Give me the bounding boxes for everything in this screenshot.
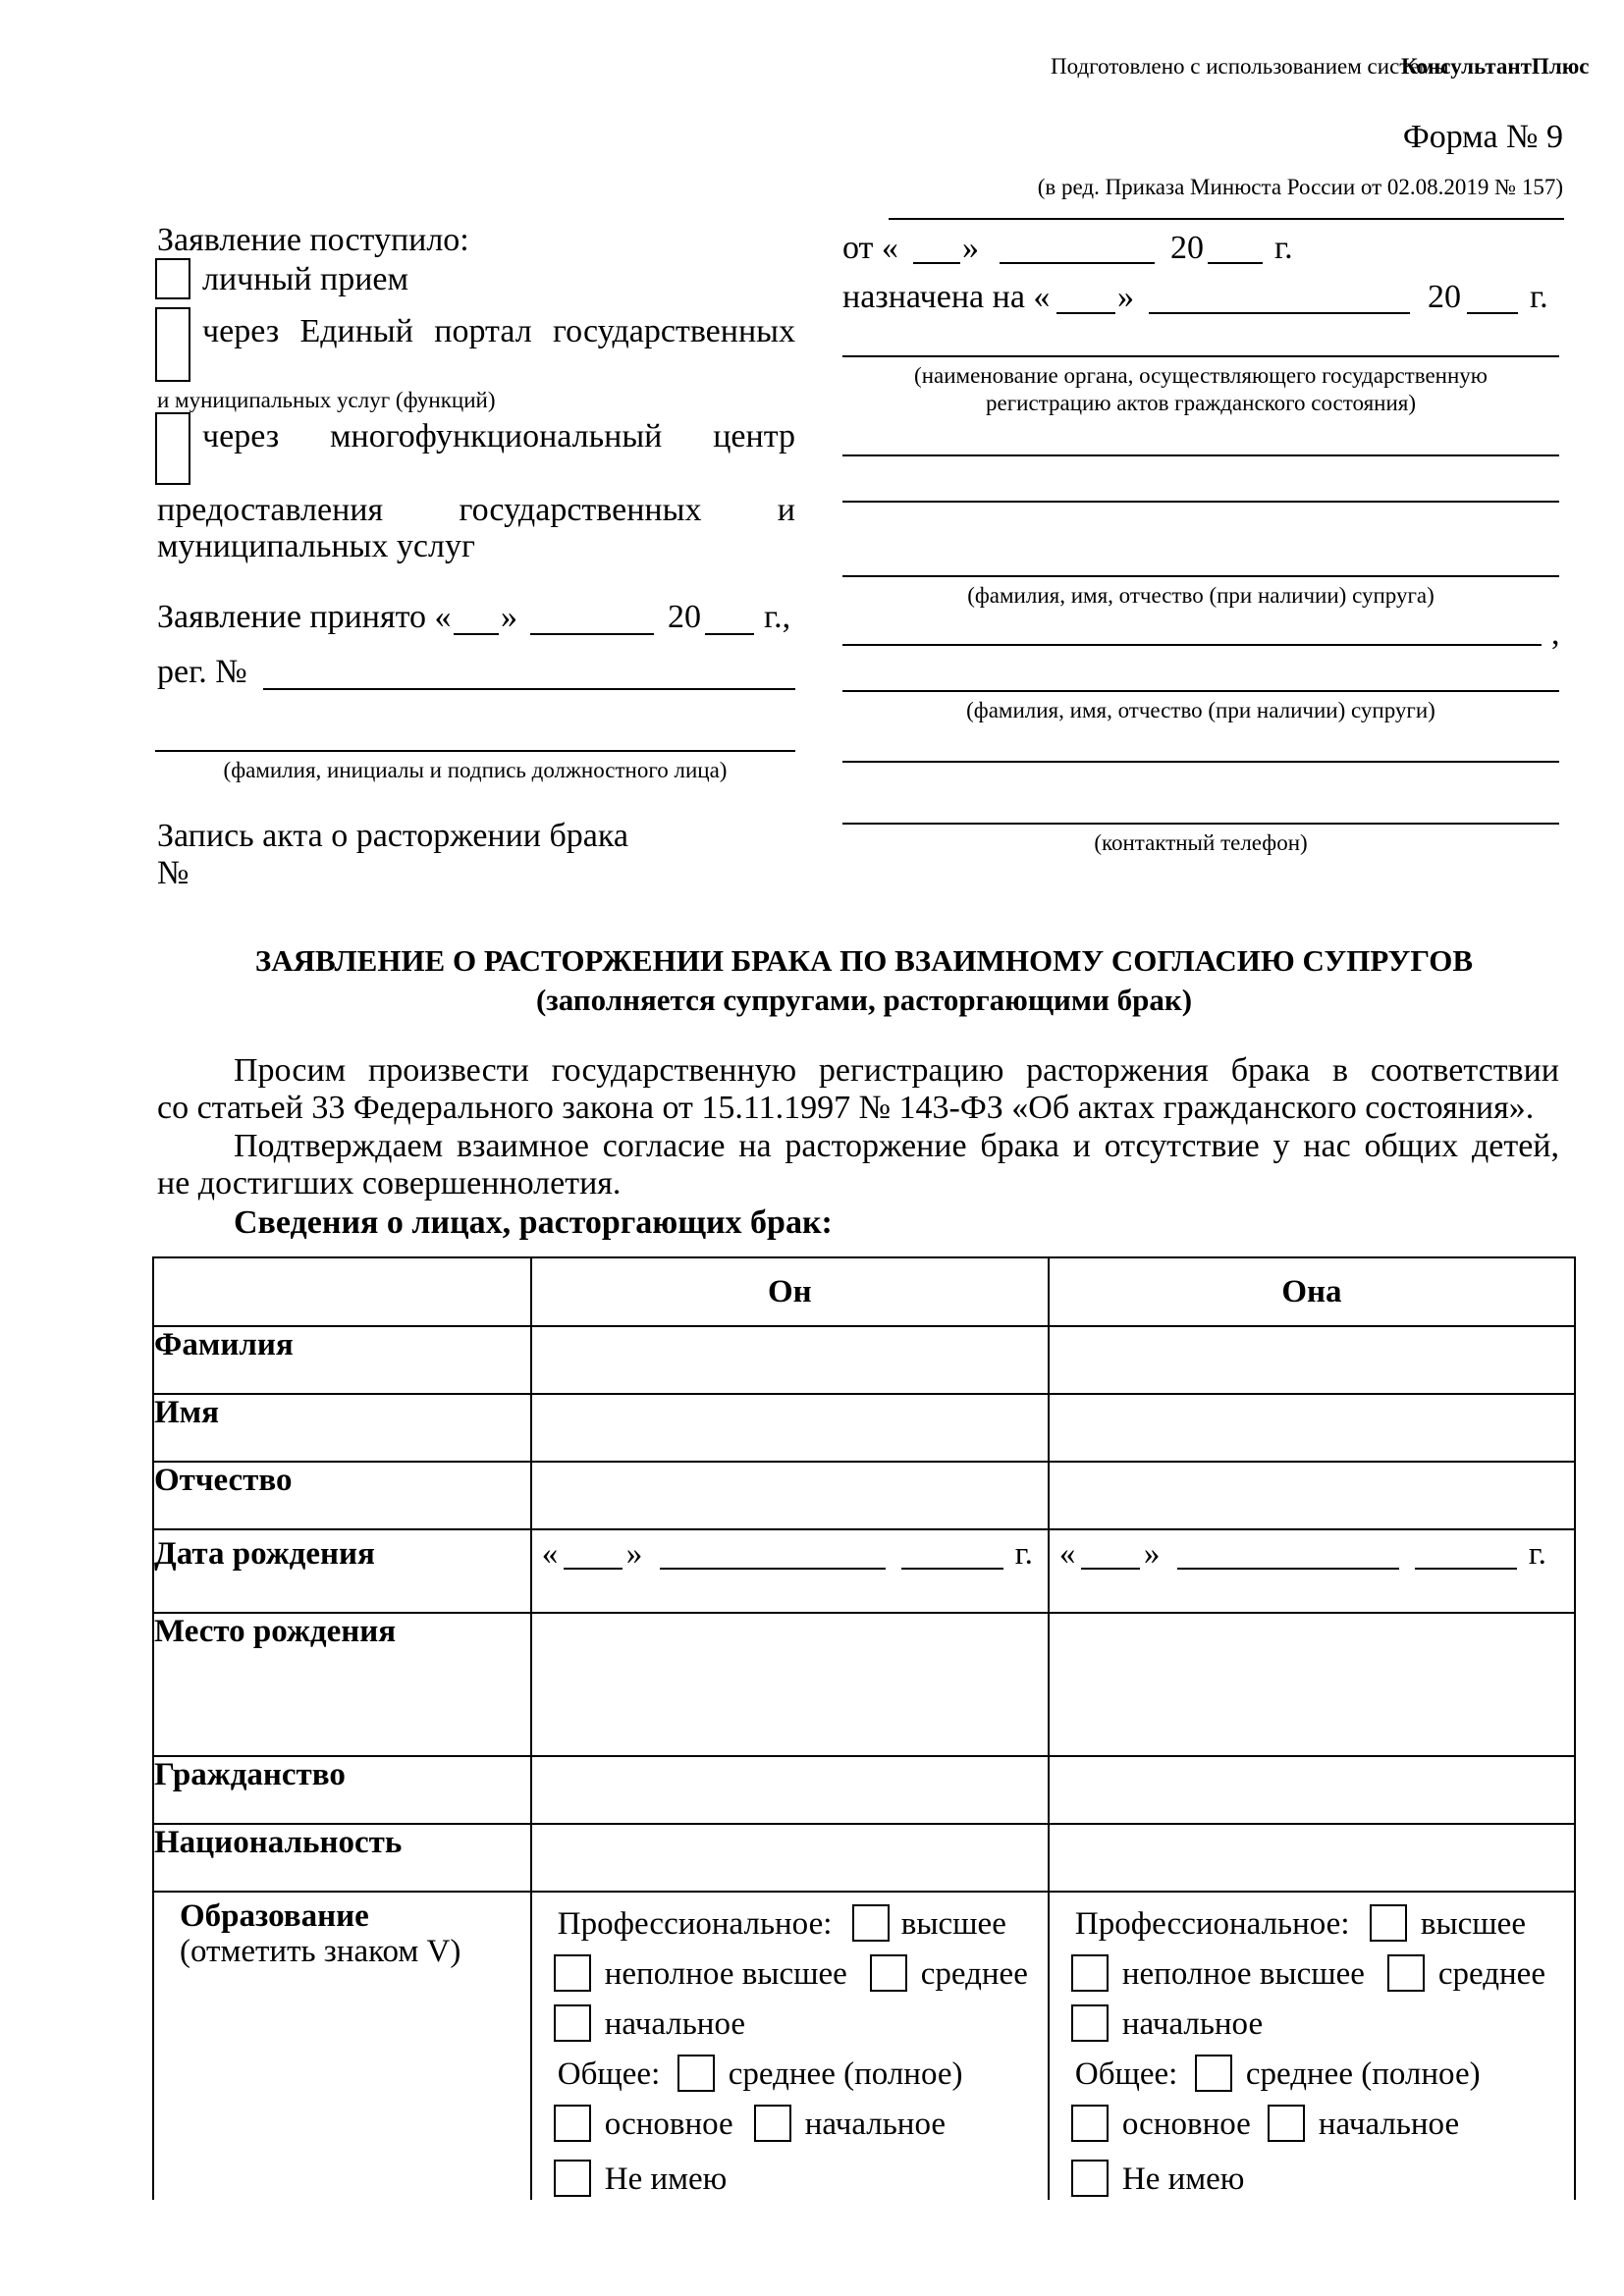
she-year-suffix: г. <box>1528 1536 1546 1572</box>
from-quote-close: » <box>962 230 979 266</box>
she-edu-none-checkbox[interactable] <box>1071 2160 1109 2197</box>
row-label-citizenship: Гражданство <box>153 1756 531 1824</box>
she-edu-primary-label: начальное <box>1121 2006 1264 2042</box>
column-he: Он <box>531 1257 1049 1326</box>
assigned-quote-close: » <box>1117 279 1134 315</box>
she-date-quote-open: « <box>1058 1536 1076 1572</box>
document-subtitle: (заполняется супругами, расторгающими брак) <box>535 983 1193 1017</box>
assigned-label: назначена на « <box>842 279 1051 315</box>
she-edu-primary-checkbox[interactable] <box>1071 2004 1109 2042</box>
received-title: Заявление поступило: <box>157 222 469 258</box>
wife-line[interactable] <box>842 690 1559 692</box>
option-portal-line2: и муниципальных услуг (функций) <box>157 388 496 412</box>
she-month-line[interactable] <box>1177 1568 1399 1570</box>
husband-caption: (фамилия, имя, отчество (при наличии) супруга) <box>967 583 1435 608</box>
she-edu-none-label: Не имею <box>1121 2162 1245 2197</box>
he-edu-secondary-label: среднее <box>920 1956 1028 1992</box>
she-edu-incomplete-higher-label: неполное высшее <box>1121 1956 1365 1992</box>
he-patronymic-cell[interactable] <box>531 1462 1049 1529</box>
he-name-cell[interactable] <box>531 1394 1049 1462</box>
she-edu-basic-primary-checkbox[interactable] <box>1268 2105 1305 2142</box>
she-name-cell[interactable] <box>1049 1394 1575 1462</box>
he-date-quote-open: « <box>541 1536 559 1572</box>
he-edu-professional-label: Профессиональное: <box>557 1906 833 1942</box>
option-portal-line1: через Единый портал государственных <box>202 313 795 349</box>
reg-number-label: рег. № <box>157 654 247 690</box>
he-edu-primary-label: начальное <box>604 2006 745 2042</box>
wife-caption: (фамилия, имя, отчество (при наличии) супруги) <box>966 698 1435 722</box>
from-year-line[interactable] <box>1208 262 1263 264</box>
from-century: 20 <box>1170 230 1204 266</box>
education-note: (отметить знаком V) <box>180 1934 461 1969</box>
phone-line[interactable] <box>842 823 1559 825</box>
she-patronymic-cell[interactable] <box>1049 1462 1575 1529</box>
option-personal: личный прием <box>202 261 408 297</box>
persons-table <box>152 1256 1576 2200</box>
she-edu-basic-checkbox[interactable] <box>1071 2105 1109 2142</box>
she-education-cell <box>1049 1892 1575 2200</box>
from-year-suffix: г. <box>1274 230 1293 266</box>
official-caption: (фамилия, инициалы и подпись должностного лица) <box>223 758 728 782</box>
she-date-quote-close: » <box>1143 1536 1161 1572</box>
he-edu-none-checkbox[interactable] <box>554 2160 591 2197</box>
section-heading: Сведения о лицах, расторгающих брак: <box>234 1204 833 1241</box>
he-edu-primary-checkbox[interactable] <box>554 2004 591 2042</box>
record-number-label: № <box>157 855 189 891</box>
assigned-month-line[interactable] <box>1149 312 1410 314</box>
accepted-year-suffix: г., <box>764 599 791 635</box>
edition-note: (в ред. Приказа Минюста России от 02.08.2019 № 157) <box>1037 175 1563 199</box>
she-edu-basic-label: основное <box>1121 2107 1251 2142</box>
he-edu-secondary-full-checkbox[interactable] <box>677 2055 715 2092</box>
consent-paragraph-line2: не достигших совершеннолетия. <box>157 1165 622 1201</box>
she-edu-secondary-checkbox[interactable] <box>1387 1954 1425 1992</box>
husband-line-1[interactable] <box>842 454 1559 456</box>
husband-line-2[interactable] <box>842 501 1559 503</box>
she-edu-higher-checkbox[interactable] <box>1370 1904 1407 1942</box>
accepted-quote-close: » <box>501 599 517 635</box>
option-mfc-line1: через многофункциональный центр <box>202 418 795 454</box>
she-year-line[interactable] <box>1415 1568 1517 1570</box>
checkbox-portal[interactable] <box>155 307 190 382</box>
she-citizenship-cell[interactable] <box>1049 1756 1575 1824</box>
checkbox-mfc[interactable] <box>155 412 190 485</box>
row-label-education-cell <box>153 1892 531 2200</box>
phone-caption: (контактный телефон) <box>1094 830 1308 855</box>
accepted-year-line[interactable] <box>705 633 754 635</box>
he-edu-basic-primary-label: начальное <box>804 2107 946 2142</box>
authority-caption-line2: регистрацию актов гражданского состояния) <box>986 391 1416 415</box>
checkbox-personal[interactable] <box>155 258 190 299</box>
row-label-surname: Фамилия <box>153 1326 531 1394</box>
he-edu-secondary-checkbox[interactable] <box>870 1954 907 1992</box>
row-label-birth-place: Место рождения <box>153 1613 531 1756</box>
he-date-quote-close: » <box>625 1536 643 1572</box>
he-edu-incomplete-higher-checkbox[interactable] <box>554 1954 591 1992</box>
she-nationality-cell[interactable] <box>1049 1824 1575 1892</box>
from-label: от « <box>842 230 898 266</box>
request-paragraph-line2: со статьей 33 Федерального закона от 15.11.1997 № 143-ФЗ «Об актах гражданского состояния». <box>157 1090 1535 1126</box>
row-label-patronymic: Отчество <box>153 1462 531 1529</box>
row-label-birth-date: Дата рождения <box>153 1529 531 1613</box>
she-edu-secondary-full-label: среднее (полное) <box>1245 2056 1481 2092</box>
consent-paragraph-line1: Подтверждаем взаимное согласие на расторжение брака и отсутствие у нас общих детей, <box>234 1128 1559 1164</box>
he-year-suffix: г. <box>1014 1536 1033 1572</box>
he-edu-basic-checkbox[interactable] <box>554 2105 591 2142</box>
he-nationality-cell[interactable] <box>531 1824 1049 1892</box>
from-day-line[interactable] <box>913 262 960 264</box>
he-edu-secondary-full-label: среднее (полное) <box>728 2056 963 2092</box>
she-day-line[interactable] <box>1081 1568 1140 1570</box>
she-edu-secondary-label: среднее <box>1437 1956 1545 1992</box>
assigned-day-line[interactable] <box>1056 312 1115 314</box>
he-edu-basic-primary-checkbox[interactable] <box>754 2105 791 2142</box>
accepted-month-line[interactable] <box>530 633 654 635</box>
authority-caption-line1: (наименование органа, осуществляющего государственную <box>914 363 1488 388</box>
she-birth-date-cell[interactable] <box>1049 1529 1575 1613</box>
he-edu-incomplete-higher-label: неполное высшее <box>604 1956 847 1992</box>
assigned-century: 20 <box>1428 279 1461 315</box>
she-edu-general-label: Общее: <box>1074 2056 1178 2092</box>
prepared-note: Подготовлено с использованием системы <box>1051 54 1449 79</box>
option-mfc-line3: муниципальных услуг <box>157 528 475 564</box>
he-edu-higher-label: высшее <box>900 1906 1006 1942</box>
she-edu-professional-label: Профессиональное: <box>1074 1906 1350 1942</box>
husband-line-3[interactable] <box>842 575 1559 577</box>
address-comma: , <box>1551 615 1560 652</box>
prepared-brand: КонсультантПлюс <box>1401 54 1590 79</box>
row-label-education: Образование <box>180 1898 369 1934</box>
he-birth-date-cell[interactable] <box>531 1529 1049 1613</box>
accepted-day-line[interactable] <box>454 633 499 635</box>
column-she: Она <box>1049 1257 1575 1326</box>
she-edu-incomplete-higher-checkbox[interactable] <box>1071 1954 1109 1992</box>
reg-number-line[interactable] <box>263 688 795 690</box>
he-surname-cell[interactable] <box>531 1326 1049 1394</box>
he-citizenship-cell[interactable] <box>531 1756 1049 1824</box>
he-edu-higher-checkbox[interactable] <box>852 1904 890 1942</box>
assigned-year-suffix: г. <box>1530 279 1548 315</box>
he-year-line[interactable] <box>901 1568 1003 1570</box>
she-edu-secondary-full-checkbox[interactable] <box>1195 2055 1232 2092</box>
accepted-label: Заявление принято « <box>157 599 452 635</box>
she-edu-basic-primary-label: начальное <box>1318 2107 1460 2142</box>
address-line[interactable] <box>842 644 1542 646</box>
form-number: Форма № 9 <box>1402 119 1563 155</box>
official-signature-line[interactable] <box>155 750 795 752</box>
wife-line-2[interactable] <box>842 761 1559 763</box>
she-edu-higher-label: высшее <box>1420 1906 1526 1942</box>
authority-line[interactable] <box>842 355 1559 357</box>
he-edu-none-label: Не имею <box>604 2162 728 2197</box>
he-edu-general-label: Общее: <box>557 2056 661 2092</box>
edition-underline <box>889 218 1564 220</box>
from-month-line[interactable] <box>1000 262 1155 264</box>
he-month-line[interactable] <box>660 1568 886 1570</box>
document-title: ЗАЯВЛЕНИЕ О РАСТОРЖЕНИИ БРАКА ПО ВЗАИМНОМУ СОГЛАСИЮ СУПРУГОВ <box>254 943 1474 978</box>
he-day-line[interactable] <box>564 1568 623 1570</box>
he-birth-place-cell[interactable] <box>531 1613 1049 1756</box>
row-label-nationality: Национальность <box>153 1824 531 1892</box>
row-label-name: Имя <box>153 1394 531 1462</box>
accepted-century: 20 <box>668 599 701 635</box>
record-label: Запись акта о расторжении брака <box>157 818 628 854</box>
request-paragraph-line1: Просим произвести государственную регистрацию расторжения брака в соответствии <box>234 1052 1559 1089</box>
she-birth-place-cell[interactable] <box>1049 1613 1575 1756</box>
he-edu-basic-label: основное <box>604 2107 733 2142</box>
he-education-cell <box>531 1892 1049 2200</box>
table-corner-cell <box>153 1257 531 1326</box>
assigned-year-line[interactable] <box>1467 312 1518 314</box>
option-mfc-line2: предоставления государственных и <box>157 492 795 528</box>
she-surname-cell[interactable] <box>1049 1326 1575 1394</box>
